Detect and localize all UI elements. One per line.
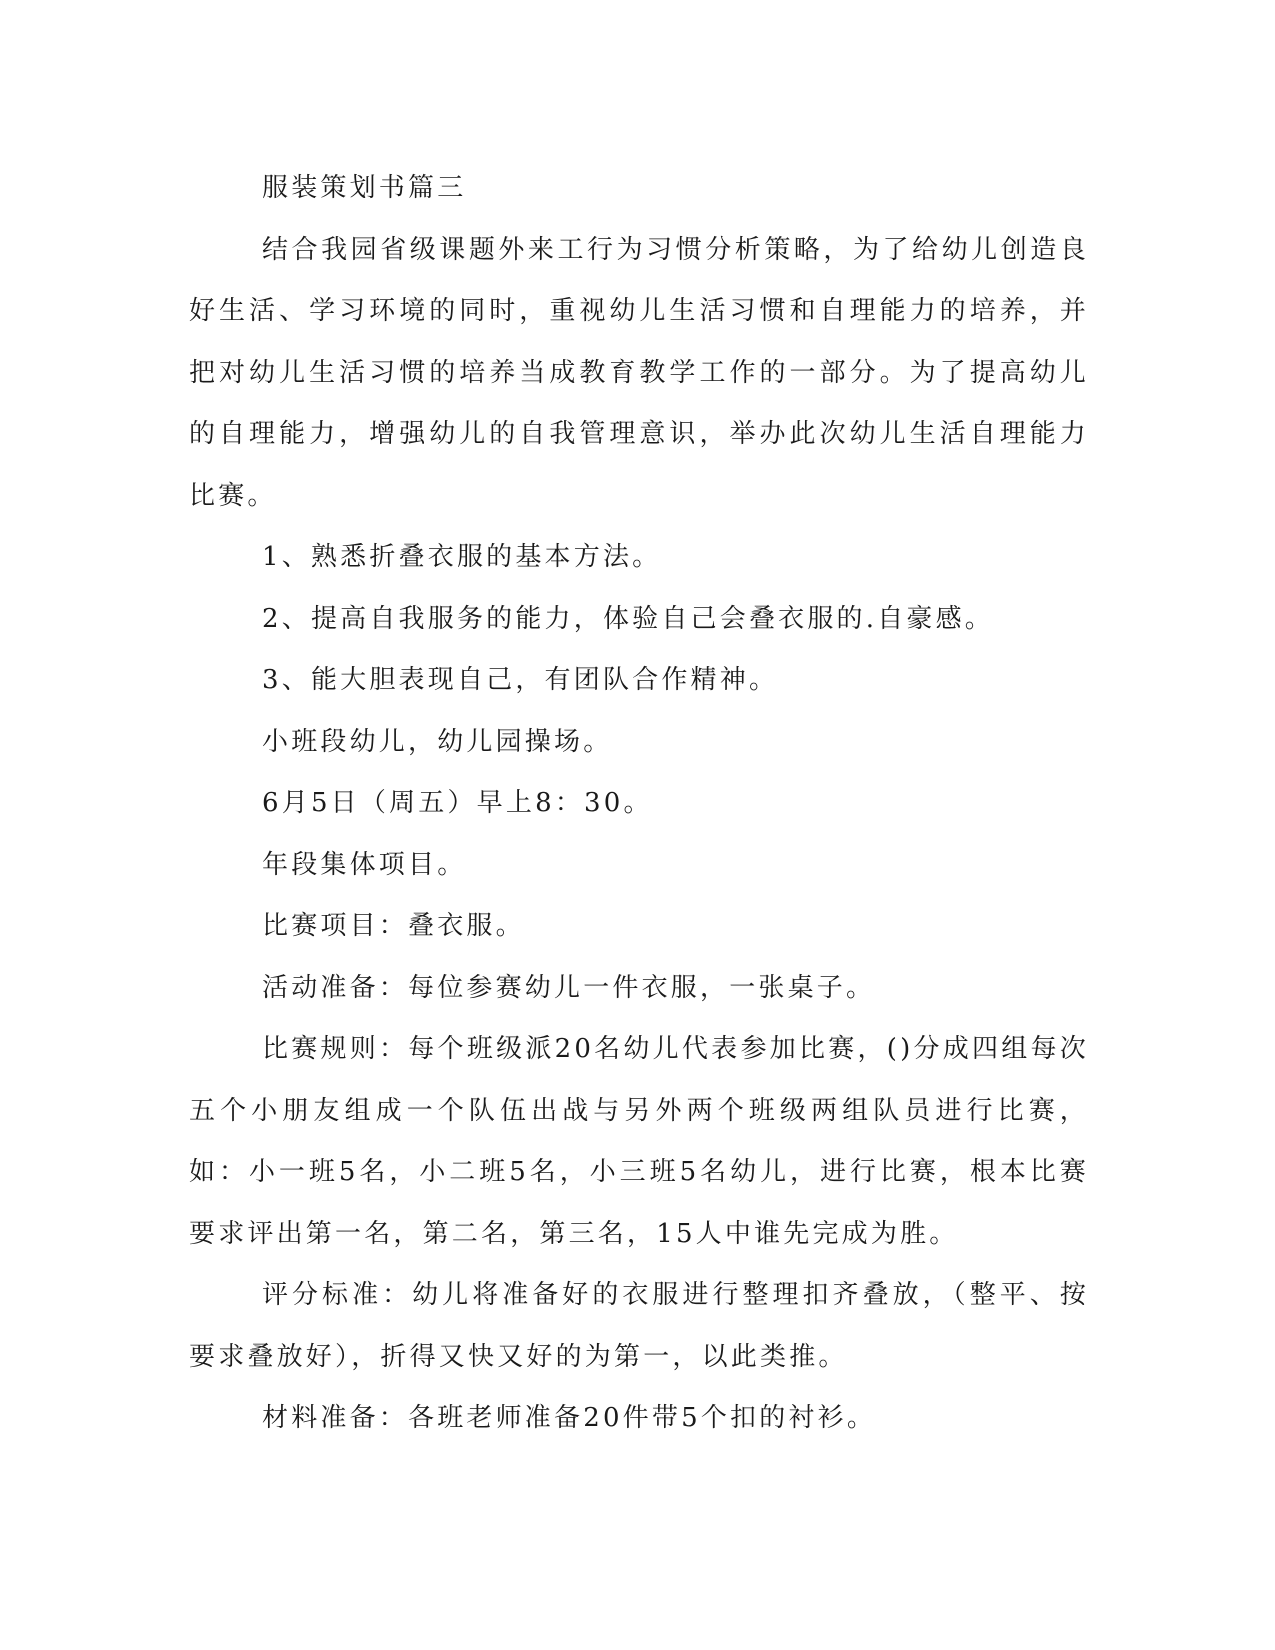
event-time: 6月5日（周五）早上8：30。 [262, 788, 653, 818]
goal-item-2: 2、提高自我服务的能力，体验自己会叠衣服的.自豪感。 [262, 603, 995, 634]
goal-item-3: 3、能大胆表现自己，有团队合作精神。 [262, 665, 779, 695]
material-preparation: 材料准备：各班老师准备20件带5个扣的衬衫。 [262, 1403, 877, 1433]
event-type: 年段集体项目。 [262, 849, 467, 880]
activity-preparation: 活动准备：每位参赛幼儿一件衣服，一张桌子。 [262, 972, 876, 1003]
document-title: 服装策划书篇三 [262, 173, 467, 203]
scoring-criteria: 评分标准：幼儿将准备好的衣服进行整理扣齐叠放，（整平、按要求叠放好），折得又快又好的为第一，以此类推。 [189, 1280, 1089, 1372]
document-body [189, 158, 1089, 1450]
intro-paragraph: 结合我园省级课题外来工行为习惯分析策略，为了给幼儿创造良好生活、学习环境的同时，重视幼儿生活习惯和自理能力的培养，并把对幼儿生活习惯的培养当成教育教学工作的一部分。为了提高幼儿的自理能力，增强幼儿的自我管理意识，举办此次幼儿生活自理能力比赛。 [189, 234, 1089, 511]
participants-location: 小班段幼儿，幼儿园操场。 [262, 726, 613, 757]
competition-rules: 比赛规则：每个班级派20名幼儿代表参加比赛，()分成四组每次五个小朋友组成一个队伍出战与另外两个班级两组队员进行比赛，如：小一班5名，小二班5名，小三班5名幼儿，进行比赛，根本比赛要求评出第一名，第二名，第三名，15人中谁先完成为胜。 [189, 1034, 1089, 1249]
goal-item-1: 1、熟悉折叠衣服的基本方法。 [262, 542, 662, 572]
competition-item: 比赛项目：叠衣服。 [262, 911, 525, 941]
